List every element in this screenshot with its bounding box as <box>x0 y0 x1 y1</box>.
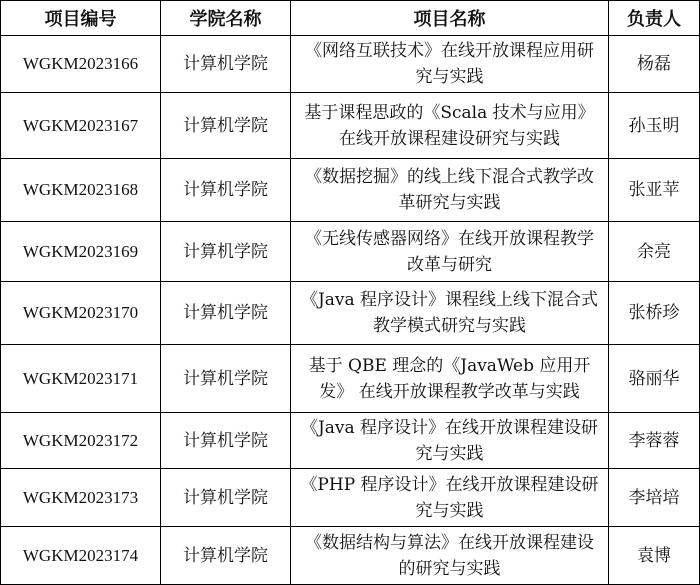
lead-cell: 李蓉蓉 <box>609 413 700 469</box>
school-cell: 计算机学院 <box>161 282 291 345</box>
lead-cell: 孙玉明 <box>609 93 700 159</box>
table-row <box>1 345 700 413</box>
school-cell: 计算机学院 <box>161 527 291 585</box>
table-row <box>1 527 700 585</box>
project-id-cell: WGKM2023169 <box>1 222 161 282</box>
project-name-cell: 基于课程思政的《Scala 技术与应用》在线开放课程建设研究与实践 <box>291 93 609 159</box>
table-row <box>1 469 700 527</box>
school-cell: 计算机学院 <box>161 93 291 159</box>
project-id-cell: WGKM2023167 <box>1 93 161 159</box>
table-row <box>1 413 700 469</box>
table-row <box>1 282 700 345</box>
project-id-cell: WGKM2023170 <box>1 282 161 345</box>
project-id-cell: WGKM2023171 <box>1 345 161 413</box>
school-cell: 计算机学院 <box>161 159 291 222</box>
lead-cell: 杨磊 <box>609 36 700 93</box>
header-lead: 负责人 <box>609 1 700 36</box>
project-id-cell: WGKM2023168 <box>1 159 161 222</box>
table-row <box>1 36 700 93</box>
project-name-cell: 《PHP 程序设计》在线开放课程建设研究与实践 <box>291 469 609 527</box>
project-id-cell: WGKM2023174 <box>1 527 161 585</box>
lead-cell: 张桥珍 <box>609 282 700 345</box>
lead-cell: 袁博 <box>609 527 700 585</box>
header-project-name: 项目名称 <box>291 1 609 36</box>
header-project-id: 项目编号 <box>1 1 161 36</box>
project-name-cell: 基于 QBE 理念的《JavaWeb 应用开发》 在线开放课程教学改革与实践 <box>291 345 609 413</box>
header-school: 学院名称 <box>161 1 291 36</box>
school-cell: 计算机学院 <box>161 469 291 527</box>
lead-cell: 余亮 <box>609 222 700 282</box>
project-name-cell: 《无线传感器网络》在线开放课程教学改革与研究 <box>291 222 609 282</box>
project-name-cell: 《数据结构与算法》在线开放课程建设的研究与实践 <box>291 527 609 585</box>
school-cell: 计算机学院 <box>161 222 291 282</box>
table-row <box>1 222 700 282</box>
lead-cell: 骆丽华 <box>609 345 700 413</box>
project-name-cell: 《网络互联技术》在线开放课程应用研究与实践 <box>291 36 609 93</box>
school-cell: 计算机学院 <box>161 345 291 413</box>
table-row <box>1 159 700 222</box>
table-header-row <box>1 1 700 36</box>
project-name-cell: 《Java 程序设计》在线开放课程建设研究与实践 <box>291 413 609 469</box>
project-id-cell: WGKM2023173 <box>1 469 161 527</box>
table-row <box>1 93 700 159</box>
project-id-cell: WGKM2023172 <box>1 413 161 469</box>
school-cell: 计算机学院 <box>161 36 291 93</box>
project-name-cell: 《数据挖掘》的线上线下混合式教学改革研究与实践 <box>291 159 609 222</box>
project-id-cell: WGKM2023166 <box>1 36 161 93</box>
lead-cell: 张亚苹 <box>609 159 700 222</box>
school-cell: 计算机学院 <box>161 413 291 469</box>
project-name-cell: 《Java 程序设计》课程线上线下混合式教学模式研究与实践 <box>291 282 609 345</box>
lead-cell: 李培培 <box>609 469 700 527</box>
